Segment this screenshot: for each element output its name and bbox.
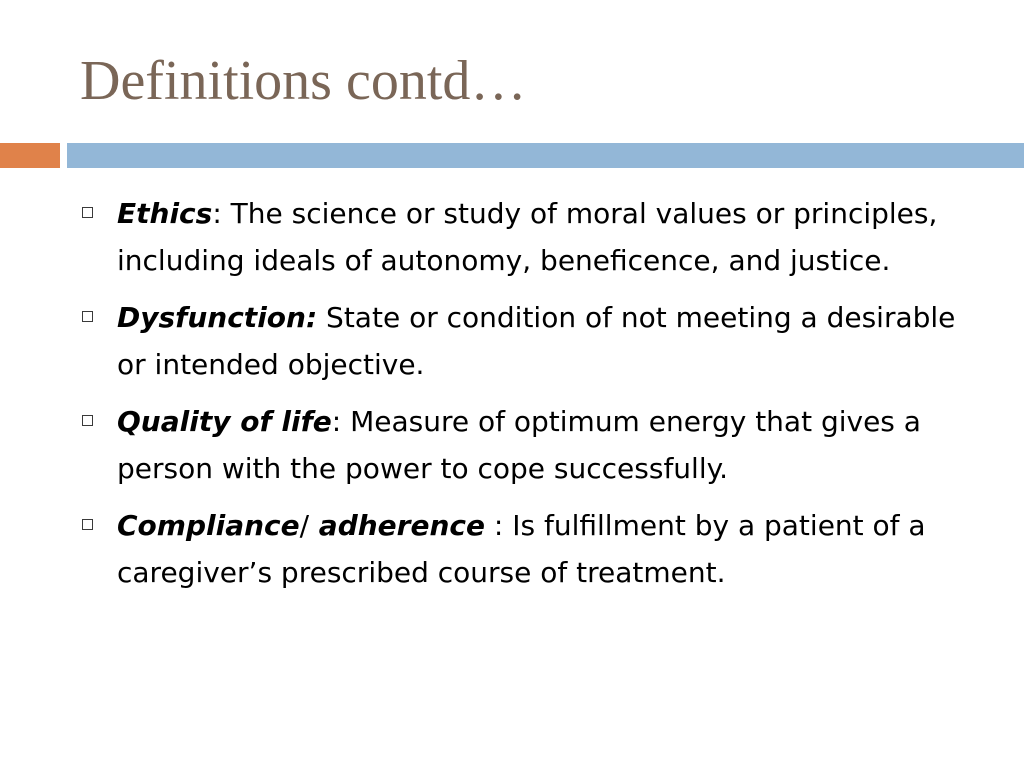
- term-separator-2: :: [485, 509, 504, 542]
- square-bullet-icon: [82, 207, 93, 218]
- term-compliance: Compliance: [117, 509, 300, 542]
- list-item-compliance: [80, 502, 970, 596]
- accent-bar-blue: [67, 143, 1024, 168]
- square-bullet-icon: [82, 415, 93, 426]
- term-adherence: adherence: [309, 509, 485, 542]
- definition-dysfunction: State or condition of not meeting a desirable or intended objective.: [117, 301, 956, 381]
- term-ethics: Ethics: [117, 197, 213, 230]
- definition-quality-of-life: Measure of optimum energy that gives a person with the power to cope successfully.: [117, 405, 921, 485]
- square-bullet-icon: [82, 311, 93, 322]
- term-quality-of-life: Quality of life: [117, 405, 332, 438]
- slide-title: Definitions contd…: [80, 50, 527, 112]
- term-separator: :: [331, 405, 342, 438]
- list-item-ethics: [80, 190, 970, 284]
- term-separator: /: [299, 509, 310, 542]
- list-item-quality-of-life: [80, 398, 970, 492]
- accent-bar-orange: [0, 143, 60, 168]
- term-dysfunction: Dysfunction:: [117, 301, 318, 334]
- square-bullet-icon: [82, 519, 93, 530]
- list-item-dysfunction: [80, 294, 970, 388]
- definition-ethics: The science or study of moral values or principles, including ideals of autonomy, beneficence, and justice.: [117, 197, 938, 277]
- definition-compliance: Is fulfillment by a patient of a caregiver’s prescribed course of treatment.: [117, 509, 926, 589]
- definitions-list: [80, 190, 970, 606]
- term-separator: :: [212, 197, 222, 230]
